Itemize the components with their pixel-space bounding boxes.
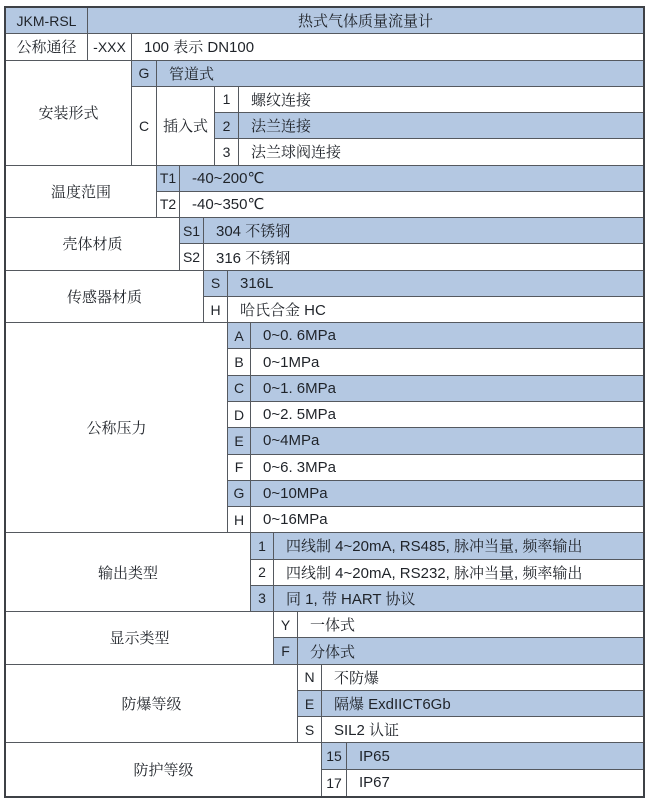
insert-option-desc: 螺纹连接 bbox=[239, 87, 643, 113]
protection-option-desc: IP67 bbox=[347, 770, 643, 796]
pressure-option-code: H bbox=[228, 507, 251, 533]
dn-desc: 100 表示 DN100 bbox=[132, 34, 643, 60]
insert-option-desc: 法兰球阀连接 bbox=[239, 139, 643, 165]
install-insert-code: C bbox=[132, 87, 157, 166]
display-option-code: Y bbox=[274, 612, 298, 638]
output-option-desc: 同 1, 带 HART 协议 bbox=[274, 586, 643, 612]
protection-option-code: 17 bbox=[322, 770, 347, 796]
sensor-material-desc: 哈氏合金 HC bbox=[228, 297, 643, 323]
pressure-option-desc: 0~1MPa bbox=[251, 349, 643, 375]
pressure-option-code: D bbox=[228, 402, 251, 428]
output-option-code: 1 bbox=[251, 533, 274, 559]
insert-option-code: 1 bbox=[215, 87, 239, 113]
pressure-option-code: G bbox=[228, 481, 251, 507]
install-insert-name: 插入式 bbox=[157, 87, 215, 166]
output-option-code: 3 bbox=[251, 586, 274, 612]
pressure-option-desc: 0~2. 5MPa bbox=[251, 402, 643, 428]
explosion-option-desc: SIL2 认证 bbox=[322, 717, 643, 743]
body-material-label: 壳体材质 bbox=[6, 218, 180, 271]
output-option-desc: 四线制 4~20mA, RS485, 脉冲当量, 频率输出 bbox=[274, 533, 643, 559]
pressure-label: 公称压力 bbox=[6, 323, 228, 533]
display-option-desc: 一体式 bbox=[298, 612, 643, 638]
pressure-option-code: C bbox=[228, 376, 251, 402]
explosion-option-desc: 隔爆 ExdIICT6Gb bbox=[322, 691, 643, 717]
pressure-option-code: A bbox=[228, 323, 251, 349]
pressure-option-code: E bbox=[228, 428, 251, 454]
pressure-option-desc: 0~0. 6MPa bbox=[251, 323, 643, 349]
body-material-code: S1 bbox=[180, 218, 204, 244]
temp-option-code: T1 bbox=[157, 166, 180, 192]
insert-option-code: 2 bbox=[215, 113, 239, 139]
temp-option-code: T2 bbox=[157, 192, 180, 218]
explosion-option-desc: 不防爆 bbox=[322, 665, 643, 691]
body-material-desc: 316 不锈钢 bbox=[204, 244, 643, 270]
dn-label: 公称通径 bbox=[6, 34, 88, 60]
pressure-option-desc: 0~10MPa bbox=[251, 481, 643, 507]
temp-option-desc: -40~200℃ bbox=[180, 166, 643, 192]
model-code: JKM-RSL bbox=[6, 8, 88, 34]
model-selection-table bbox=[4, 6, 645, 798]
explosion-option-code: S bbox=[298, 717, 322, 743]
sensor-material-label: 传感器材质 bbox=[6, 271, 204, 324]
output-label: 输出类型 bbox=[6, 533, 251, 612]
protection-option-desc: IP65 bbox=[347, 743, 643, 769]
protection-label: 防护等级 bbox=[6, 743, 322, 796]
insert-option-code: 3 bbox=[215, 139, 239, 165]
pressure-option-code: F bbox=[228, 455, 251, 481]
explosion-option-code: E bbox=[298, 691, 322, 717]
dn-code: -XXX bbox=[88, 34, 132, 60]
sensor-material-code: H bbox=[204, 297, 228, 323]
page-title: 热式气体质量流量计 bbox=[88, 8, 643, 34]
body-material-code: S2 bbox=[180, 244, 204, 270]
display-option-desc: 分体式 bbox=[298, 638, 643, 664]
install-label: 安装形式 bbox=[6, 61, 132, 166]
temp-label: 温度范围 bbox=[6, 166, 157, 219]
sensor-material-desc: 316L bbox=[228, 271, 643, 297]
body-material-desc: 304 不锈钢 bbox=[204, 218, 643, 244]
display-option-code: F bbox=[274, 638, 298, 664]
output-option-code: 2 bbox=[251, 560, 274, 586]
temp-option-desc: -40~350℃ bbox=[180, 192, 643, 218]
pressure-option-desc: 0~6. 3MPa bbox=[251, 455, 643, 481]
explosion-option-code: N bbox=[298, 665, 322, 691]
install-pipe-desc: 管道式 bbox=[157, 61, 643, 87]
explosion-label: 防爆等级 bbox=[6, 665, 298, 744]
pressure-option-code: B bbox=[228, 349, 251, 375]
pressure-option-desc: 0~16MPa bbox=[251, 507, 643, 533]
install-pipe-code: G bbox=[132, 61, 157, 87]
pressure-option-desc: 0~4MPa bbox=[251, 428, 643, 454]
output-option-desc: 四线制 4~20mA, RS232, 脉冲当量, 频率输出 bbox=[274, 560, 643, 586]
display-label: 显示类型 bbox=[6, 612, 274, 665]
protection-option-code: 15 bbox=[322, 743, 347, 769]
pressure-option-desc: 0~1. 6MPa bbox=[251, 376, 643, 402]
sensor-material-code: S bbox=[204, 271, 228, 297]
insert-option-desc: 法兰连接 bbox=[239, 113, 643, 139]
